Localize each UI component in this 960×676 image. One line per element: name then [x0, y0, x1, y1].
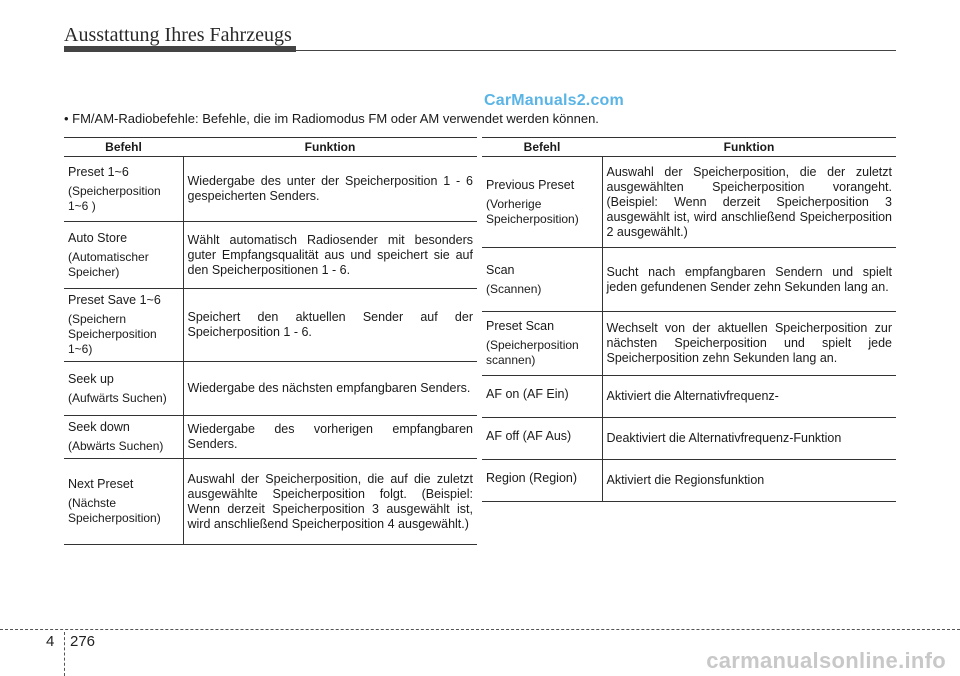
command-name: Scan: [486, 262, 515, 277]
function-description: Speichert den aktuellen Sender auf der Speicherposition 1 - 6.: [183, 289, 477, 362]
intro-text: • FM/AM-Radiobefehle: Befehle, die im Radiomodus FM oder AM verwendet werden können.: [64, 111, 599, 126]
command-translation: (Abwärts Suchen): [68, 439, 164, 453]
function-description: Wechselt von der aktuellen Speicherposition zur nächsten Speicherposition und spielt jede Speicherposition zehn Sekunden lang an.: [602, 312, 896, 376]
command-name: Preset Save 1~6: [68, 293, 161, 307]
table-row: [64, 289, 477, 362]
command-name: Preset Scan: [486, 319, 555, 333]
command-name: Previous Preset: [486, 177, 575, 192]
command-name: Region (Region): [486, 471, 578, 485]
table-row: [64, 157, 477, 222]
function-description: Auswahl der Speicherposition, die der zuletzt ausgewählten Speicherposition vorangeht. (Beispiel: Wenn derzeit Speicherposition 3 ausgewählt ist, wird anschließend Speicherposition 2 ausgewählt.): [602, 157, 896, 248]
command-name: Seek up: [68, 371, 114, 386]
table-row: [482, 376, 896, 418]
footer-vertical-divider: [64, 632, 65, 676]
command-name: AF on (AF Ein): [486, 387, 569, 401]
table-row: [64, 222, 477, 289]
column-header-function: Funktion: [602, 138, 896, 157]
command-translation: (Speicherposition 1~6 ): [68, 183, 161, 213]
function-description: Aktiviert die Regionsfunktion: [602, 460, 896, 502]
function-description: Wählt automatisch Radiosender mit besonders guter Empfangsqualität aus und speichert sie auf den Speicherpositionen 1 - 6.: [183, 222, 477, 289]
table-row: [482, 248, 896, 312]
command-translation: (Aufwärts Suchen): [68, 390, 167, 405]
table-row: [482, 312, 896, 376]
function-description: Aktiviert die Alternativfrequenz-: [602, 376, 896, 418]
table-row: [64, 416, 477, 459]
table-row: [482, 157, 896, 248]
command-translation: (Scannen): [486, 281, 542, 296]
watermark-bottom: carmanualsonline.info: [706, 648, 946, 673]
command-translation: (Speicherposition scannen): [486, 338, 579, 367]
function-description: Sucht nach empfangbaren Sendern und spielt jeden gefundenen Sender zehn Sekunden lang an.: [602, 248, 896, 312]
watermark-top: CarManuals2.com: [484, 92, 624, 109]
header-accent-bar: [64, 46, 296, 52]
function-description: Auswahl der Speicherposition, die auf die zuletzt ausgewählte Speicherposition folgt. (Beispiel: Wenn derzeit Speicherposition 3 ausgewählt ist, wird anschließend Speicherposition 4 ausgewählt.): [183, 459, 477, 545]
command-translation: (Automatischer Speicher): [68, 249, 149, 279]
table-row: [482, 418, 896, 460]
column-header-command: Befehl: [482, 138, 602, 157]
page-header-title: Ausstattung Ihres Fahrzeugs: [64, 24, 292, 46]
command-translation: (Vorherige Speicherposition): [486, 196, 579, 226]
command-name: AF off (AF Aus): [486, 429, 572, 443]
function-description: Deaktiviert die Alternativfrequenz-Funktion: [602, 418, 896, 460]
command-translation: (Nächste Speicherposition): [68, 496, 161, 525]
header-rule: [296, 50, 896, 51]
command-table-left: [64, 137, 477, 545]
command-name: Preset 1~6: [68, 164, 129, 179]
page-number: 276: [70, 633, 96, 650]
command-name: Auto Store: [68, 230, 128, 245]
function-description: Wiedergabe des nächsten empfangbaren Senders.: [183, 362, 477, 416]
command-name: Seek down: [68, 420, 130, 434]
table-row: [64, 459, 477, 545]
column-header-function: Funktion: [183, 138, 477, 157]
column-header-command: Befehl: [64, 138, 183, 157]
table-row: [482, 460, 896, 502]
command-translation: (Speichern Speicherposition 1~6): [68, 312, 157, 356]
function-description: Wiedergabe des unter der Speicherposition 1 - 6 gespeicherten Senders.: [183, 157, 477, 222]
command-name: Next Preset: [68, 477, 134, 491]
table-row: [64, 362, 477, 416]
function-description: Wiedergabe des vorherigen empfangbaren Senders.: [183, 416, 477, 459]
footer-divider: [0, 629, 960, 630]
chapter-number: 4: [46, 633, 55, 650]
command-table-right: [482, 137, 896, 502]
